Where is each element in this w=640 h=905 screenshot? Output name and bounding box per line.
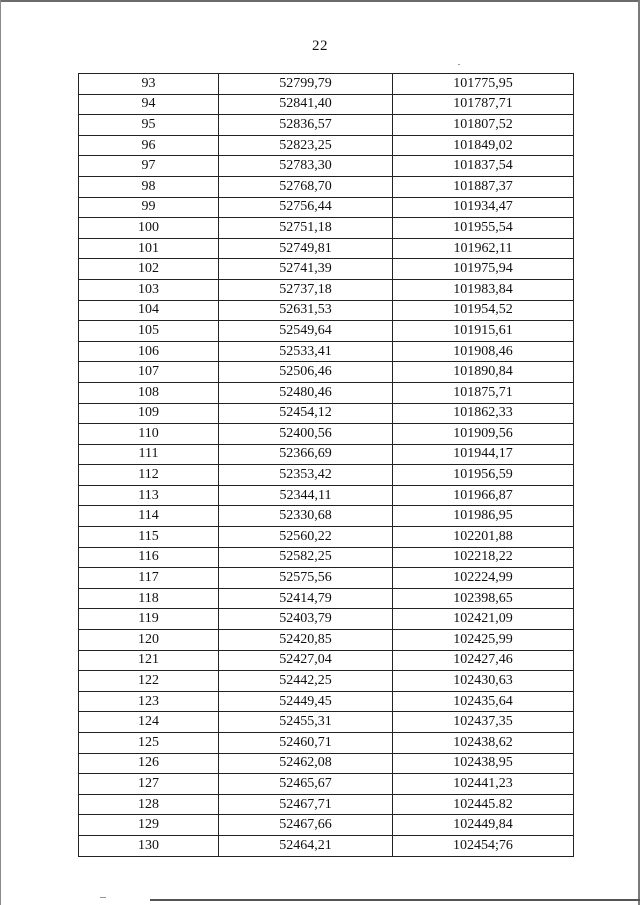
- point-number-cell: 112: [79, 465, 219, 486]
- table-row: [79, 424, 574, 445]
- table-row: [79, 238, 574, 259]
- point-number-cell: 94: [79, 94, 219, 115]
- x-coordinate-cell: 52749,81: [219, 238, 393, 259]
- point-number-cell: 98: [79, 176, 219, 197]
- x-coordinate-cell: 52465,67: [219, 774, 393, 795]
- y-coordinate-cell: 102445.82: [393, 794, 574, 815]
- point-number-cell: 129: [79, 815, 219, 836]
- x-coordinate-cell: 52454,12: [219, 403, 393, 424]
- table-row: [79, 279, 574, 300]
- point-number-cell: 95: [79, 115, 219, 136]
- x-coordinate-cell: 52344,11: [219, 485, 393, 506]
- point-number-cell: 130: [79, 835, 219, 856]
- table-row: [79, 259, 574, 280]
- x-coordinate-cell: 52420,85: [219, 630, 393, 651]
- x-coordinate-cell: 52741,39: [219, 259, 393, 280]
- y-coordinate-cell: 102449,84: [393, 815, 574, 836]
- table-row: [79, 135, 574, 156]
- point-number-cell: 122: [79, 671, 219, 692]
- point-number-cell: 116: [79, 547, 219, 568]
- point-number-cell: 96: [79, 135, 219, 156]
- page-number: 22: [312, 38, 328, 54]
- x-coordinate-cell: 52836,57: [219, 115, 393, 136]
- y-coordinate-cell: 102218,22: [393, 547, 574, 568]
- y-coordinate-cell: 102201,88: [393, 527, 574, 548]
- table-row: [79, 547, 574, 568]
- point-number-cell: 109: [79, 403, 219, 424]
- x-coordinate-cell: 52449,45: [219, 691, 393, 712]
- table-row: [79, 794, 574, 815]
- y-coordinate-cell: 101975,94: [393, 259, 574, 280]
- x-coordinate-cell: 52442,25: [219, 671, 393, 692]
- point-number-cell: 103: [79, 279, 219, 300]
- point-number-cell: 123: [79, 691, 219, 712]
- y-coordinate-cell: 101837,54: [393, 156, 574, 177]
- x-coordinate-cell: 52403,79: [219, 609, 393, 630]
- point-number-cell: 108: [79, 382, 219, 403]
- table-row: [79, 691, 574, 712]
- x-coordinate-cell: 52533,41: [219, 341, 393, 362]
- point-number-cell: 110: [79, 424, 219, 445]
- y-coordinate-cell: 101956,59: [393, 465, 574, 486]
- x-coordinate-cell: 52737,18: [219, 279, 393, 300]
- y-coordinate-cell: 102454;76: [393, 835, 574, 856]
- x-coordinate-cell: 52631,53: [219, 300, 393, 321]
- scan-edge-bottom: [150, 899, 640, 901]
- x-coordinate-cell: 52549,64: [219, 321, 393, 342]
- x-coordinate-cell: 52467,71: [219, 794, 393, 815]
- point-number-cell: 97: [79, 156, 219, 177]
- point-number-cell: 100: [79, 218, 219, 239]
- table-row: [79, 650, 574, 671]
- point-number-cell: 106: [79, 341, 219, 362]
- table-row: [79, 774, 574, 795]
- x-coordinate-cell: 52823,25: [219, 135, 393, 156]
- table-row: [79, 197, 574, 218]
- table-row: [79, 382, 574, 403]
- x-coordinate-cell: 52455,31: [219, 712, 393, 733]
- table-row: [79, 444, 574, 465]
- x-coordinate-cell: 52783,30: [219, 156, 393, 177]
- point-number-cell: 121: [79, 650, 219, 671]
- table-row: [79, 609, 574, 630]
- table-row: [79, 341, 574, 362]
- table-row: [79, 176, 574, 197]
- table-row: [79, 733, 574, 754]
- y-coordinate-cell: 101775,95: [393, 74, 574, 95]
- point-number-cell: 104: [79, 300, 219, 321]
- x-coordinate-cell: 52400,56: [219, 424, 393, 445]
- point-number-cell: 127: [79, 774, 219, 795]
- y-coordinate-cell: 101787,71: [393, 94, 574, 115]
- x-coordinate-cell: 52427,04: [219, 650, 393, 671]
- x-coordinate-cell: 52560,22: [219, 527, 393, 548]
- point-number-cell: 117: [79, 568, 219, 589]
- y-coordinate-cell: 101875,71: [393, 382, 574, 403]
- y-coordinate-cell: 101934,47: [393, 197, 574, 218]
- x-coordinate-cell: 52799,79: [219, 74, 393, 95]
- y-coordinate-cell: 102438,62: [393, 733, 574, 754]
- y-coordinate-cell: 101955,54: [393, 218, 574, 239]
- table-row: [79, 485, 574, 506]
- x-coordinate-cell: 52768,70: [219, 176, 393, 197]
- y-coordinate-cell: 102437,35: [393, 712, 574, 733]
- table-row: [79, 630, 574, 651]
- y-coordinate-cell: 101862,33: [393, 403, 574, 424]
- point-number-cell: 128: [79, 794, 219, 815]
- table-row: [79, 115, 574, 136]
- y-coordinate-cell: 102438,95: [393, 753, 574, 774]
- table-row: [79, 403, 574, 424]
- point-number-cell: 113: [79, 485, 219, 506]
- table-row: [79, 156, 574, 177]
- y-coordinate-cell: 102435,64: [393, 691, 574, 712]
- x-coordinate-cell: 52464,21: [219, 835, 393, 856]
- point-number-cell: 126: [79, 753, 219, 774]
- y-coordinate-cell: 101954,52: [393, 300, 574, 321]
- table-row: [79, 671, 574, 692]
- point-number-cell: 120: [79, 630, 219, 651]
- y-coordinate-cell: 102421,09: [393, 609, 574, 630]
- x-coordinate-cell: 52841,40: [219, 94, 393, 115]
- table-row: [79, 588, 574, 609]
- x-coordinate-cell: 52330,68: [219, 506, 393, 527]
- scan-speck: [100, 897, 106, 898]
- table-row: [79, 527, 574, 548]
- y-coordinate-cell: 101909,56: [393, 424, 574, 445]
- x-coordinate-cell: 52353,42: [219, 465, 393, 486]
- y-coordinate-cell: 101890,84: [393, 362, 574, 383]
- table-row: [79, 506, 574, 527]
- point-number-cell: 124: [79, 712, 219, 733]
- point-number-cell: 111: [79, 444, 219, 465]
- point-number-cell: 115: [79, 527, 219, 548]
- x-coordinate-cell: 52366,69: [219, 444, 393, 465]
- x-coordinate-cell: 52751,18: [219, 218, 393, 239]
- point-number-cell: 114: [79, 506, 219, 527]
- y-coordinate-cell: 102430,63: [393, 671, 574, 692]
- scan-edge-left: [0, 0, 1, 905]
- y-coordinate-cell: 102398,65: [393, 588, 574, 609]
- coordinates-table-body: [79, 74, 574, 857]
- table-row: [79, 74, 574, 95]
- coordinates-table: [78, 73, 574, 857]
- x-coordinate-cell: 52582,25: [219, 547, 393, 568]
- y-coordinate-cell: 101944,17: [393, 444, 574, 465]
- x-coordinate-cell: 52462,08: [219, 753, 393, 774]
- point-number-cell: 118: [79, 588, 219, 609]
- table-row: [79, 218, 574, 239]
- table-row: [79, 321, 574, 342]
- table-row: [79, 362, 574, 383]
- table-row: [79, 568, 574, 589]
- x-coordinate-cell: 52756,44: [219, 197, 393, 218]
- point-number-cell: 102: [79, 259, 219, 280]
- table-row: [79, 712, 574, 733]
- table-row: [79, 94, 574, 115]
- x-coordinate-cell: 52460,71: [219, 733, 393, 754]
- scan-speck: [458, 64, 460, 65]
- table-row: [79, 753, 574, 774]
- y-coordinate-cell: 101915,61: [393, 321, 574, 342]
- y-coordinate-cell: 101966,87: [393, 485, 574, 506]
- point-number-cell: 107: [79, 362, 219, 383]
- y-coordinate-cell: 102425,99: [393, 630, 574, 651]
- x-coordinate-cell: 52480,46: [219, 382, 393, 403]
- scan-edge-top: [0, 0, 640, 2]
- point-number-cell: 119: [79, 609, 219, 630]
- table-row: [79, 465, 574, 486]
- x-coordinate-cell: 52414,79: [219, 588, 393, 609]
- y-coordinate-cell: 101962,11: [393, 238, 574, 259]
- x-coordinate-cell: 52467,66: [219, 815, 393, 836]
- x-coordinate-cell: 52506,46: [219, 362, 393, 383]
- point-number-cell: 101: [79, 238, 219, 259]
- y-coordinate-cell: 101908,46: [393, 341, 574, 362]
- point-number-cell: 125: [79, 733, 219, 754]
- x-coordinate-cell: 52575,56: [219, 568, 393, 589]
- y-coordinate-cell: 101983,84: [393, 279, 574, 300]
- point-number-cell: 93: [79, 74, 219, 95]
- y-coordinate-cell: 101986,95: [393, 506, 574, 527]
- table-row: [79, 300, 574, 321]
- point-number-cell: 105: [79, 321, 219, 342]
- y-coordinate-cell: 102224,99: [393, 568, 574, 589]
- point-number-cell: 99: [79, 197, 219, 218]
- y-coordinate-cell: 101807,52: [393, 115, 574, 136]
- y-coordinate-cell: 101849,02: [393, 135, 574, 156]
- y-coordinate-cell: 102441,23: [393, 774, 574, 795]
- y-coordinate-cell: 102427,46: [393, 650, 574, 671]
- table-row: [79, 815, 574, 836]
- table-row: [79, 835, 574, 856]
- y-coordinate-cell: 101887,37: [393, 176, 574, 197]
